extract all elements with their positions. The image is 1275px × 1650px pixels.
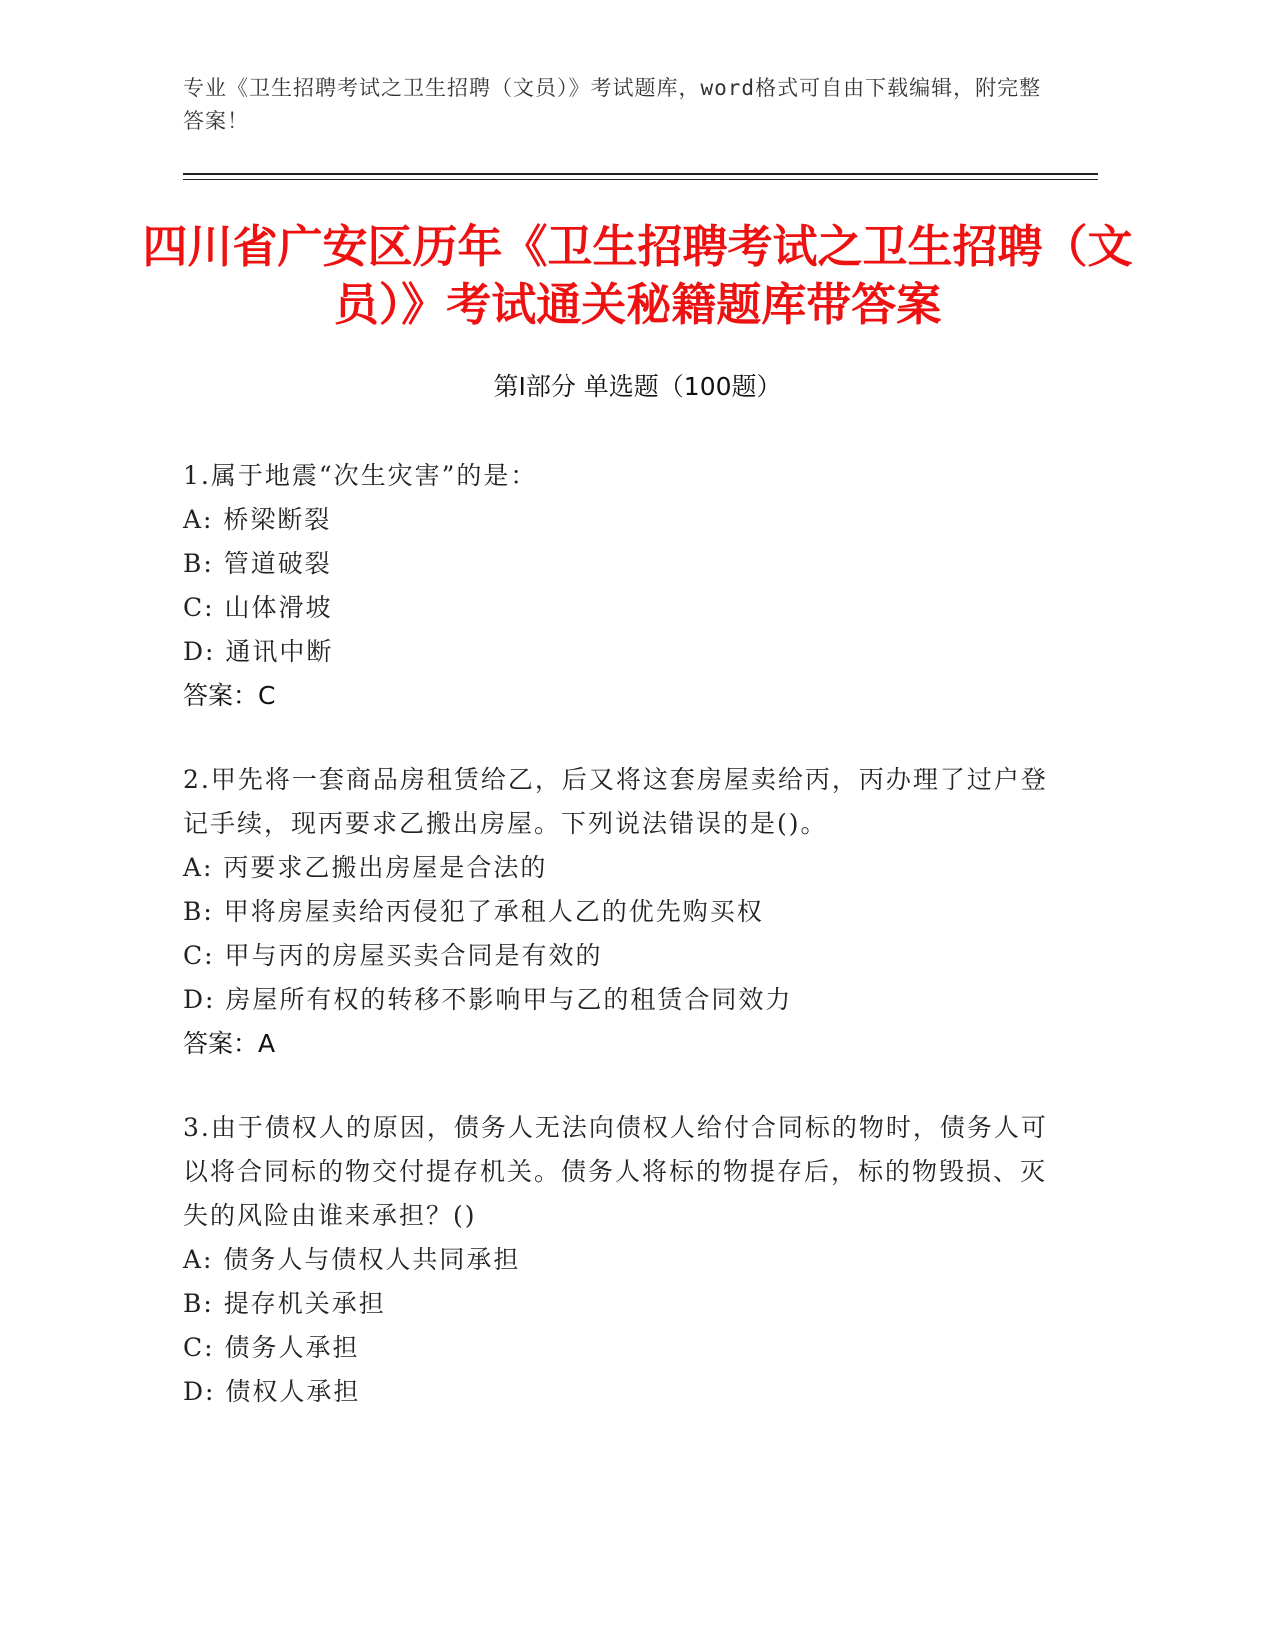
option-a: A: 桥梁断裂 — [183, 505, 332, 534]
option-d: D: 通讯中断 — [183, 637, 334, 666]
document-title: 四川省广安区历年《卫生招聘考试之卫生招聘（文员）》考试通关秘籍题库带答案 — [142, 220, 1133, 331]
option-c: C: 甲与丙的房屋买卖合同是有效的 — [183, 941, 603, 970]
option-d: D: 债权人承担 — [183, 1377, 361, 1406]
option-a: A: 债务人与债权人共同承担 — [183, 1245, 521, 1274]
question-2 — [183, 758, 1063, 1066]
header-note: 专业《卫生招聘考试之卫生招聘（文员）》考试题库，word格式可自由下载编辑，附完整答案！ — [183, 76, 1042, 133]
option-a: A: 丙要求乙搬出房屋是合法的 — [183, 853, 548, 882]
section-title: 第Ⅰ部分 单选题（100题） — [493, 372, 782, 401]
answer-text: 答案：C — [183, 681, 276, 710]
question-stem: 2.甲先将一套商品房租赁给乙，后又将这套房屋卖给丙，丙办理了过户登记手续，现丙要求乙搬出房屋。下列说法错误的是()。 — [183, 765, 1048, 838]
question-3 — [183, 1106, 1063, 1414]
option-d: D: 房屋所有权的转移不影响甲与乙的租赁合同效力 — [183, 985, 793, 1014]
option-b: B: 提存机关承担 — [183, 1289, 386, 1318]
question-stem: 1.属于地震“次生灾害”的是： — [183, 461, 538, 490]
header-divider-thin — [183, 179, 1098, 180]
header-divider-thick — [183, 173, 1098, 175]
option-b: B: 甲将房屋卖给丙侵犯了承租人乙的优先购买权 — [183, 897, 764, 926]
option-c: C: 债务人承担 — [183, 1333, 360, 1362]
option-c: C: 山体滑坡 — [183, 593, 333, 622]
option-b: B: 管道破裂 — [183, 549, 332, 578]
question-stem: 3.由于债权人的原因，债务人无法向债权人给付合同标的物时，债务人可以将合同标的物交付提存机关。债务人将标的物提存后，标的物毁损、灭失的风险由谁来承担？() — [183, 1113, 1048, 1230]
question-1 — [183, 454, 1063, 718]
answer-text: 答案：A — [183, 1029, 276, 1058]
